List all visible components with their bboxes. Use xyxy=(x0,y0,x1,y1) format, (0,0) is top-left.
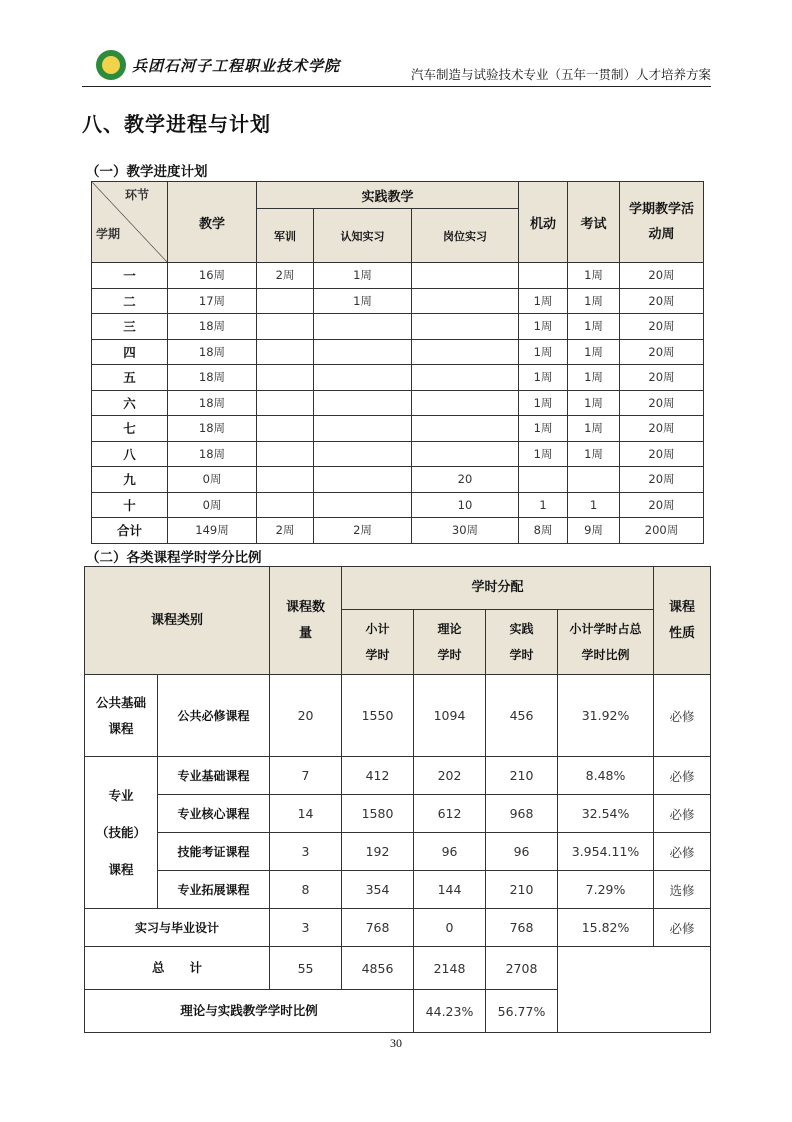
blank-cell xyxy=(558,947,711,1033)
ratio-cell: 32.54% xyxy=(558,795,654,833)
military-cell xyxy=(257,365,314,391)
subtotal-cell: 354 xyxy=(342,871,414,909)
term-cell: 七 xyxy=(92,416,168,442)
specialty-group-line: （技能） xyxy=(95,825,146,840)
cognition-cell xyxy=(314,314,412,340)
term-cell: 九 xyxy=(92,467,168,493)
table-row xyxy=(85,675,711,757)
total-cell: 20周 xyxy=(620,263,704,289)
nature-cell: 必修 xyxy=(654,833,711,871)
flexible-cell: 1周 xyxy=(519,288,568,314)
specialty-group-cell xyxy=(85,757,158,909)
public-group-cell: 公共基础课程 xyxy=(85,675,158,757)
table-row xyxy=(92,263,704,289)
header-distribution: 学时分配 xyxy=(342,567,654,610)
flexible-cell: 1 xyxy=(519,492,568,518)
header-term-label: 学期 xyxy=(96,227,121,241)
teaching-cell: 18周 xyxy=(168,441,257,467)
ratio-cell: 3.954.11% xyxy=(558,833,654,871)
page-header xyxy=(82,50,711,87)
subtotal-cell: 192 xyxy=(342,833,414,871)
practice-cell: 968 xyxy=(486,795,558,833)
theory-cell: 0 xyxy=(414,909,486,947)
total-cell: 20周 xyxy=(620,339,704,365)
post-cell xyxy=(412,416,519,442)
theory-cell: 1094 xyxy=(414,675,486,757)
subtotal-cell: 1580 xyxy=(342,795,414,833)
term-cell: 一 xyxy=(92,263,168,289)
theory-cell: 612 xyxy=(414,795,486,833)
table-row xyxy=(92,339,704,365)
header-count: 课程数量 xyxy=(270,567,342,675)
term-cell: 合计 xyxy=(92,518,168,544)
subtotal-cell: 1550 xyxy=(342,675,414,757)
total-name-cell: 总 计 xyxy=(85,947,270,990)
total-cell: 20周 xyxy=(620,365,704,391)
subtotal-cell: 4856 xyxy=(342,947,414,990)
header-post: 岗位实习 xyxy=(412,209,519,263)
term-cell: 二 xyxy=(92,288,168,314)
header-practice: 实践教学 xyxy=(257,182,519,209)
header-theory: 理论学时 xyxy=(414,610,486,675)
course-name-cell: 专业核心课程 xyxy=(158,795,270,833)
table-row xyxy=(85,871,711,909)
post-cell: 10 xyxy=(412,492,519,518)
header-flexible: 机动 xyxy=(519,182,568,263)
flexible-cell: 1周 xyxy=(519,339,568,365)
practice-cell: 210 xyxy=(486,757,558,795)
teaching-cell: 17周 xyxy=(168,288,257,314)
section-title: 八、教学进程与计划 xyxy=(82,112,271,136)
table-row xyxy=(92,518,704,544)
flexible-cell: 1周 xyxy=(519,390,568,416)
cognition-cell xyxy=(314,339,412,365)
military-cell xyxy=(257,492,314,518)
post-cell xyxy=(412,390,519,416)
flexible-cell: 1周 xyxy=(519,365,568,391)
flexible-cell: 1周 xyxy=(519,441,568,467)
exam-cell: 1周 xyxy=(568,263,620,289)
count-cell: 14 xyxy=(270,795,342,833)
nature-cell: 必修 xyxy=(654,757,711,795)
header-category: 课程类别 xyxy=(85,567,270,675)
cognition-cell xyxy=(314,441,412,467)
course-name-cell: 专业拓展课程 xyxy=(158,871,270,909)
ratio-cell: 7.29% xyxy=(558,871,654,909)
ratio-cell: 31.92% xyxy=(558,675,654,757)
term-cell: 四 xyxy=(92,339,168,365)
teaching-cell: 18周 xyxy=(168,314,257,340)
theory-ratio-cell: 44.23% xyxy=(414,990,486,1033)
course-name-cell: 专业基础课程 xyxy=(158,757,270,795)
military-cell xyxy=(257,390,314,416)
nature-cell: 必修 xyxy=(654,675,711,757)
teaching-cell: 149周 xyxy=(168,518,257,544)
cognition-cell: 1周 xyxy=(314,263,412,289)
post-cell xyxy=(412,263,519,289)
specialty-group-line: 专业 xyxy=(108,788,134,803)
header-subtotal: 小计学时 xyxy=(342,610,414,675)
military-cell xyxy=(257,467,314,493)
total-cell: 20周 xyxy=(620,288,704,314)
ratio-cell: 8.48% xyxy=(558,757,654,795)
practice-cell: 210 xyxy=(486,871,558,909)
internship-row xyxy=(85,909,711,947)
count-cell: 3 xyxy=(270,833,342,871)
count-cell: 3 xyxy=(270,909,342,947)
course-name-cell: 技能考证课程 xyxy=(158,833,270,871)
cognition-cell xyxy=(314,365,412,391)
flexible-cell xyxy=(519,467,568,493)
header-military: 军训 xyxy=(257,209,314,263)
post-cell: 20 xyxy=(412,467,519,493)
post-cell xyxy=(412,339,519,365)
exam-cell: 1周 xyxy=(568,365,620,391)
exam-cell: 1周 xyxy=(568,288,620,314)
table-row xyxy=(92,441,704,467)
term-cell: 三 xyxy=(92,314,168,340)
total-cell: 20周 xyxy=(620,492,704,518)
flexible-cell: 1周 xyxy=(519,314,568,340)
military-cell xyxy=(257,416,314,442)
exam-cell: 1周 xyxy=(568,390,620,416)
military-cell xyxy=(257,441,314,467)
teaching-cell: 18周 xyxy=(168,365,257,391)
term-cell: 五 xyxy=(92,365,168,391)
total-cell: 20周 xyxy=(620,390,704,416)
subtotal-cell: 768 xyxy=(342,909,414,947)
total-cell: 20周 xyxy=(620,314,704,340)
exam-cell: 1周 xyxy=(568,416,620,442)
military-cell xyxy=(257,288,314,314)
count-cell: 8 xyxy=(270,871,342,909)
cognition-cell xyxy=(314,492,412,518)
table-row xyxy=(85,795,711,833)
cognition-cell xyxy=(314,416,412,442)
schedule-table xyxy=(91,181,704,544)
post-cell xyxy=(412,365,519,391)
total-cell: 200周 xyxy=(620,518,704,544)
school-logo-group xyxy=(96,50,340,80)
specialty-group-line: 课程 xyxy=(108,862,134,877)
cognition-cell: 1周 xyxy=(314,288,412,314)
nature-cell: 必修 xyxy=(654,795,711,833)
flexible-cell: 1周 xyxy=(519,416,568,442)
term-cell: 八 xyxy=(92,441,168,467)
nature-cell: 必修 xyxy=(654,909,711,947)
exam-cell: 1 xyxy=(568,492,620,518)
count-cell: 7 xyxy=(270,757,342,795)
term-cell: 六 xyxy=(92,390,168,416)
header-link-label: 环节 xyxy=(124,188,149,202)
exam-cell: 9周 xyxy=(568,518,620,544)
nature-cell: 选修 xyxy=(654,871,711,909)
teaching-cell: 18周 xyxy=(168,416,257,442)
practice-ratio-cell: 56.77% xyxy=(486,990,558,1033)
header-term-weeks: 学期教学活动周 xyxy=(620,182,704,263)
exam-cell: 1周 xyxy=(568,339,620,365)
teaching-cell: 16周 xyxy=(168,263,257,289)
table-row xyxy=(92,314,704,340)
practice-cell: 456 xyxy=(486,675,558,757)
practice-cell: 2708 xyxy=(486,947,558,990)
page-number: 30 xyxy=(390,1036,402,1050)
count-cell: 20 xyxy=(270,675,342,757)
cognition-cell xyxy=(314,467,412,493)
total-row xyxy=(85,947,711,990)
header-cognition: 认知实习 xyxy=(314,209,412,263)
teaching-cell: 0周 xyxy=(168,492,257,518)
school-name: 兵团石河子工程职业技术学院 xyxy=(132,56,341,75)
flexible-cell xyxy=(519,263,568,289)
post-cell xyxy=(412,314,519,340)
count-cell: 55 xyxy=(270,947,342,990)
table-row xyxy=(92,365,704,391)
total-cell: 20周 xyxy=(620,416,704,442)
military-cell: 2周 xyxy=(257,263,314,289)
military-cell xyxy=(257,339,314,365)
teaching-cell: 18周 xyxy=(168,390,257,416)
exam-cell xyxy=(568,467,620,493)
table-row xyxy=(92,467,704,493)
teaching-cell: 18周 xyxy=(168,339,257,365)
cognition-cell: 2周 xyxy=(314,518,412,544)
theory-cell: 2148 xyxy=(414,947,486,990)
header-practice-hours: 实践学时 xyxy=(486,610,558,675)
internship-name-cell: 实习与毕业设计 xyxy=(85,909,270,947)
exam-cell: 1周 xyxy=(568,314,620,340)
school-logo-icon xyxy=(96,50,126,80)
theory-cell: 202 xyxy=(414,757,486,795)
flexible-cell: 8周 xyxy=(519,518,568,544)
ratio-name-cell: 理论与实践教学学时比例 xyxy=(85,990,414,1033)
exam-cell: 1周 xyxy=(568,441,620,467)
table-row xyxy=(92,492,704,518)
post-cell: 30周 xyxy=(412,518,519,544)
subtotal-cell: 412 xyxy=(342,757,414,795)
post-cell xyxy=(412,441,519,467)
military-cell: 2周 xyxy=(257,518,314,544)
header-ratio: 小计学时占总学时比例 xyxy=(558,610,654,675)
practice-cell: 96 xyxy=(486,833,558,871)
header-diagonal-cell xyxy=(92,182,168,263)
table-row xyxy=(92,390,704,416)
total-cell: 20周 xyxy=(620,467,704,493)
theory-cell: 144 xyxy=(414,871,486,909)
table-row xyxy=(92,288,704,314)
hours-table xyxy=(84,566,711,1033)
table-row xyxy=(92,416,704,442)
term-cell: 十 xyxy=(92,492,168,518)
cognition-cell xyxy=(314,390,412,416)
theory-cell: 96 xyxy=(414,833,486,871)
post-cell xyxy=(412,288,519,314)
table-row xyxy=(85,833,711,871)
header-nature: 课程性质 xyxy=(654,567,711,675)
teaching-cell: 0周 xyxy=(168,467,257,493)
table-row xyxy=(85,757,711,795)
ratio-cell: 15.82% xyxy=(558,909,654,947)
header-exam: 考试 xyxy=(568,182,620,263)
hours-subtitle: （二）各类课程学时学分比例 xyxy=(86,550,262,566)
schedule-subtitle: （一）教学进度计划 xyxy=(86,164,208,180)
course-name-cell: 公共必修课程 xyxy=(158,675,270,757)
header-teaching: 教学 xyxy=(168,182,257,263)
practice-cell: 768 xyxy=(486,909,558,947)
military-cell xyxy=(257,314,314,340)
total-cell: 20周 xyxy=(620,441,704,467)
document-title: 汽车制造与试验技术专业（五年一贯制）人才培养方案 xyxy=(410,67,711,82)
